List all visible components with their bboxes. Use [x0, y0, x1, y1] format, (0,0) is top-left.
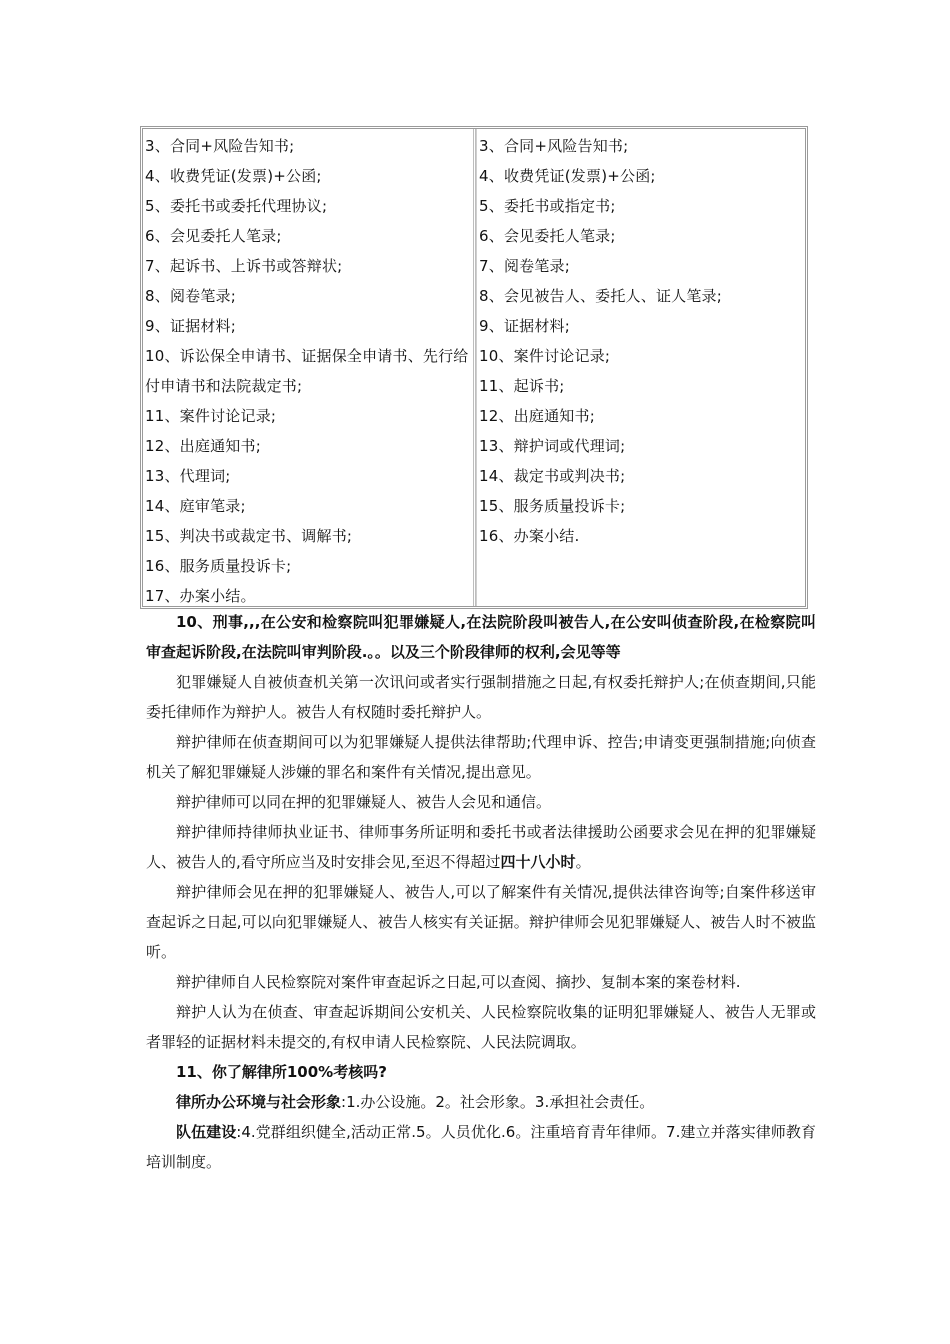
checklist-item: 3、合同+风险告知书;	[145, 137, 295, 155]
checklist-item: 16、服务质量投诉卡;	[145, 557, 292, 575]
section-label: 律所办公环境与社会形象	[176, 1093, 342, 1111]
checklist-item: 6、会见委托人笔录;	[479, 227, 616, 245]
checklist-item: 3、合同+风险告知书;	[479, 137, 629, 155]
checklist-item: 13、代理词;	[145, 467, 231, 485]
paragraph: 辩护律师会见在押的犯罪嫌疑人、被告人,可以了解案件有关情况,提供法律咨询等;自案件移送审查起诉之日起,可以向犯罪嫌疑人、被告人核实有关证据。辩护律师会见犯罪嫌疑人、被告人时不被监听。	[146, 883, 816, 961]
paragraph-text: :4.党群组织健全,活动正常.5。人员优化.6。注重培育青年律师。7.建立并落实律师教育培训制度。	[146, 1123, 816, 1171]
checklist-item: 10、诉讼保全申请书、证据保全申请书、先行给付申请书和法院裁定书;	[145, 347, 469, 395]
paragraph: 辩护人认为在侦查、审查起诉期间公安机关、人民检察院收集的证明犯罪嫌疑人、被告人无罪或者罪轻的证据材料未提交的,有权申请人民检察院、人民法院调取。	[146, 1003, 816, 1051]
paragraph: 辩护律师在侦查期间可以为犯罪嫌疑人提供法律帮助;代理申诉、控告;申请变更强制措施;向侦查机关了解犯罪嫌疑人涉嫌的罪名和案件有关情况,提出意见。	[146, 733, 816, 781]
checklist-item: 14、庭审笔录;	[145, 497, 246, 515]
checklist-item: 11、起诉书;	[479, 377, 565, 395]
checklist-item: 16、办案小结.	[479, 527, 580, 545]
checklist-item: 15、判决书或裁定书、调解书;	[145, 527, 353, 545]
checklist-item: 5、委托书或委托代理协议;	[145, 197, 328, 215]
emphasis-text: 四十八小时	[500, 853, 576, 871]
checklist-item: 10、案件讨论记录;	[479, 347, 611, 365]
checklist-item: 7、阅卷笔录;	[479, 257, 570, 275]
file-checklist-table	[140, 126, 808, 609]
paragraph	[146, 1117, 816, 1177]
checklist-item: 5、委托书或指定书;	[479, 197, 616, 215]
document-body	[146, 607, 816, 1177]
checklist-item: 8、会见被告人、委托人、证人笔录;	[479, 287, 722, 305]
question-10-heading: 10、刑事,,,在公安和检察院叫犯罪嫌疑人,在法院阶段叫被告人,在公安叫侦查阶段,在检察院叫审查起诉阶段,在法院叫审判阶段.。。以及三个阶段律师的权利,会见等等	[146, 613, 816, 661]
checklist-item: 4、收费凭证(发票)+公函;	[479, 167, 656, 185]
checklist-item: 14、裁定书或判决书;	[479, 467, 626, 485]
paragraph: 辩护律师可以同在押的犯罪嫌疑人、被告人会见和通信。	[176, 793, 552, 811]
checklist-item: 9、证据材料;	[479, 317, 570, 335]
checklist-item: 17、办案小结。	[145, 587, 256, 605]
paragraph-text: 辩护律师持律师执业证书、律师事务所证明和委托书或者法律援助公函要求会见在押的犯罪嫌疑人、被告人的,看守所应当及时安排会见,至迟不得超过	[146, 823, 816, 871]
checklist-item: 4、收费凭证(发票)+公函;	[145, 167, 322, 185]
paragraph: 犯罪嫌疑人自被侦查机关第一次讯问或者实行强制措施之日起,有权委托辩护人;在侦查期间,只能委托律师作为辩护人。被告人有权随时委托辩护人。	[146, 673, 816, 721]
section-label: 队伍建设	[176, 1123, 237, 1141]
checklist-item: 15、服务质量投诉卡;	[479, 497, 626, 515]
civil-case-column	[143, 129, 476, 606]
checklist-item: 11、案件讨论记录;	[145, 407, 277, 425]
paragraph: 辩护律师自人民检察院对案件审查起诉之日起,可以查阅、摘抄、复制本案的案卷材料.	[176, 973, 741, 991]
checklist-item: 12、出庭通知书;	[479, 407, 595, 425]
question-11-heading: 11、你了解律所100%考核吗?	[176, 1063, 387, 1081]
paragraph-end: 。	[575, 853, 591, 871]
checklist-item: 7、起诉书、上诉书或答辩状;	[145, 257, 343, 275]
checklist-item: 9、证据材料;	[145, 317, 236, 335]
checklist-item: 6、会见委托人笔录;	[145, 227, 282, 245]
paragraph-text: :1.办公设施。2。社会形象。3.承担社会责任。	[341, 1093, 655, 1111]
checklist-item: 12、出庭通知书;	[145, 437, 261, 455]
paragraph	[146, 817, 816, 877]
paragraph	[146, 1087, 816, 1117]
criminal-case-column	[476, 129, 805, 606]
checklist-item: 8、阅卷笔录;	[145, 287, 236, 305]
checklist-item: 13、辩护词或代理词;	[479, 437, 626, 455]
